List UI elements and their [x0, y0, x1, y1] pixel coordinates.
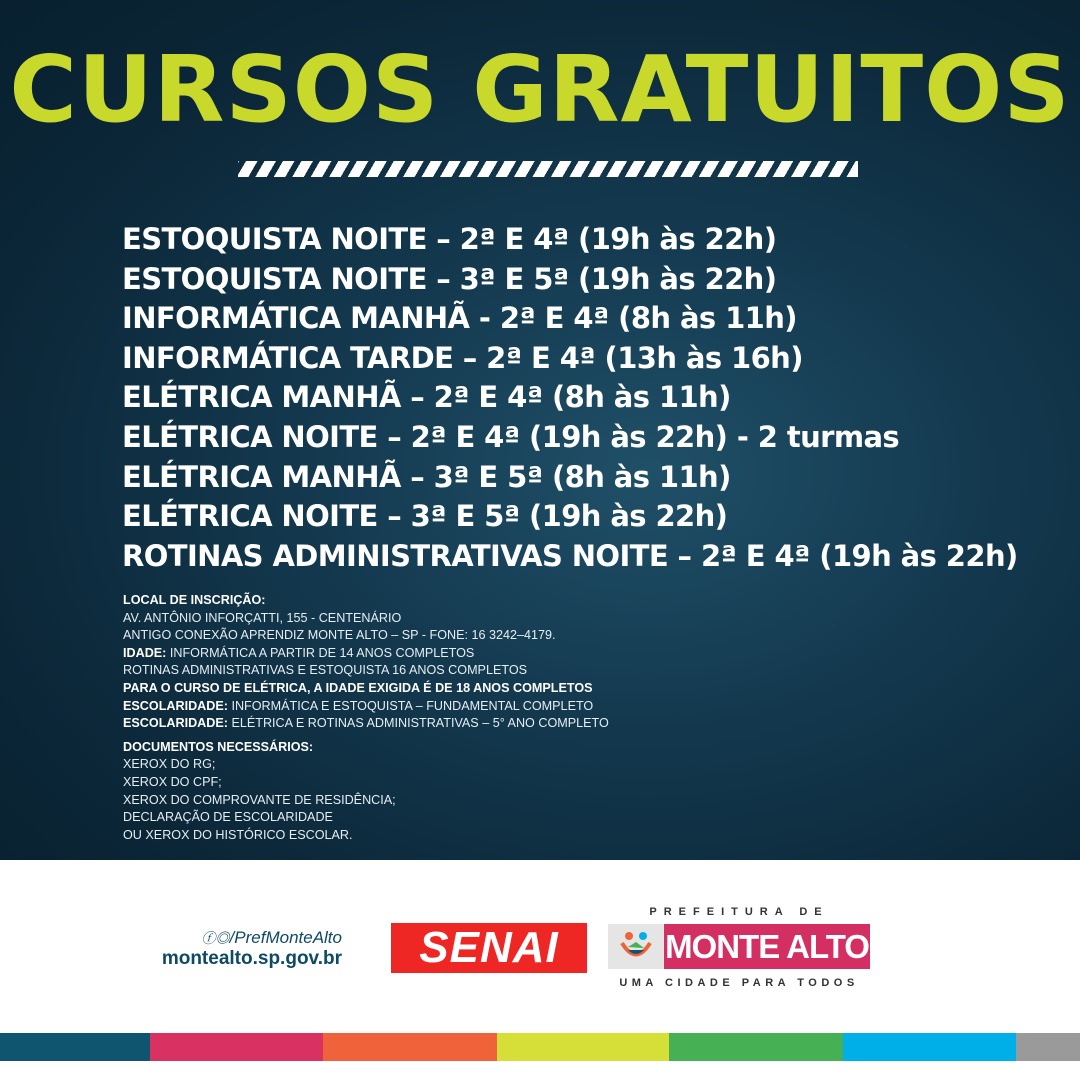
- local-label: LOCAL DE INSCRIÇÃO:: [123, 593, 266, 607]
- prefeitura-logo: [608, 906, 870, 989]
- color-segment: [1016, 1033, 1080, 1061]
- address-line: ANTIGO CONEXÃO APRENDIZ MONTE ALTO – SP - FONE: 16 3242–4179.: [123, 628, 556, 643]
- escolaridade-label: ESCOLARIDADE:: [123, 716, 228, 731]
- stripe-divider: [238, 161, 858, 177]
- doc-item: XEROX DO CPF;: [123, 774, 222, 789]
- color-segment: [0, 1033, 150, 1061]
- social-handle[interactable]: /PrefMonteAlto: [229, 928, 342, 947]
- course-item: ELÉTRICA NOITE – 3ª E 5ª (19h às 22h): [122, 499, 728, 534]
- course-item: INFORMÁTICA MANHÃ - 2ª E 4ª (8h às 11h): [122, 301, 797, 336]
- social-info: [162, 928, 342, 970]
- escolaridade-text: ELÉTRICA E ROTINAS ADMINISTRATIVAS – 5° ANO COMPLETO: [227, 716, 609, 731]
- doc-item: XEROX DO RG;: [123, 757, 216, 772]
- facebook-icon: ⓕ: [201, 930, 216, 946]
- idade-text: PARA O CURSO DE ELÉTRICA, A IDADE EXIGIDA É DE 18 ANOS COMPLETOS: [123, 680, 593, 695]
- color-segment: [497, 1033, 669, 1061]
- idade-label: IDADE:: [123, 645, 167, 660]
- course-item: ROTINAS ADMINISTRATIVAS NOITE – 2ª E 4ª (19h às 22h): [122, 538, 1018, 573]
- doc-item: DECLARAÇÃO DE ESCOLARIDADE: [123, 810, 333, 825]
- color-segment: [669, 1033, 843, 1061]
- course-item: ELÉTRICA MANHÃ – 3ª E 5ª (8h às 11h): [122, 459, 731, 494]
- escolaridade-text: INFORMÁTICA E ESTOQUISTA – FUNDAMENTAL COMPLETO: [227, 698, 594, 713]
- prefeitura-label: PREFEITURA DE: [649, 906, 829, 918]
- color-segment: [323, 1033, 497, 1061]
- course-item: ESTOQUISTA NOITE – 2ª E 4ª (19h às 22h): [122, 222, 777, 256]
- doc-item: XEROX DO COMPROVANTE DE RESIDÊNCIA;: [123, 792, 396, 807]
- page-title: CURSOS GRATUITOS: [9, 36, 1071, 143]
- city-emblem-icon: [608, 924, 664, 969]
- escolaridade-label: ESCOLARIDADE:: [123, 698, 228, 713]
- registration-info: [123, 592, 609, 844]
- course-item: ELÉTRICA MANHÃ – 2ª E 4ª (8h às 11h): [122, 380, 731, 415]
- docs-label: DOCUMENTOS NECESSÁRIOS:: [123, 739, 314, 754]
- course-item: ELÉTRICA NOITE – 2ª E 4ª (19h às 22h) - 2 turmas: [122, 419, 900, 454]
- color-segment: [150, 1033, 323, 1061]
- city-name: MONTE ALTO: [664, 924, 870, 969]
- color-segment: [843, 1033, 1016, 1061]
- course-item: INFORMÁTICA TARDE – 2ª E 4ª (13h às 16h): [122, 340, 803, 375]
- course-list: [122, 220, 1018, 576]
- course-item: ESTOQUISTA NOITE – 3ª E 5ª (19h às 22h): [122, 261, 777, 296]
- instagram-icon: ◎: [215, 930, 230, 946]
- idade-text: ROTINAS ADMINISTRATIVAS E ESTOQUISTA 16 ANOS COMPLETOS: [123, 663, 528, 678]
- slogan: UMA CIDADE PARA TODOS: [619, 977, 859, 989]
- senai-logo: SENAI: [391, 923, 587, 973]
- address-line: AV. ANTÔNIO INFORÇATTI, 155 - CENTENÁRIO: [123, 610, 402, 625]
- doc-item: OU XEROX DO HISTÓRICO ESCOLAR.: [123, 827, 353, 842]
- website-link[interactable]: montealto.sp.gov.br: [161, 948, 342, 969]
- idade-text: INFORMÁTICA A PARTIR DE 14 ANOS COMPLETOS: [166, 645, 475, 660]
- color-bar: [0, 1033, 1080, 1061]
